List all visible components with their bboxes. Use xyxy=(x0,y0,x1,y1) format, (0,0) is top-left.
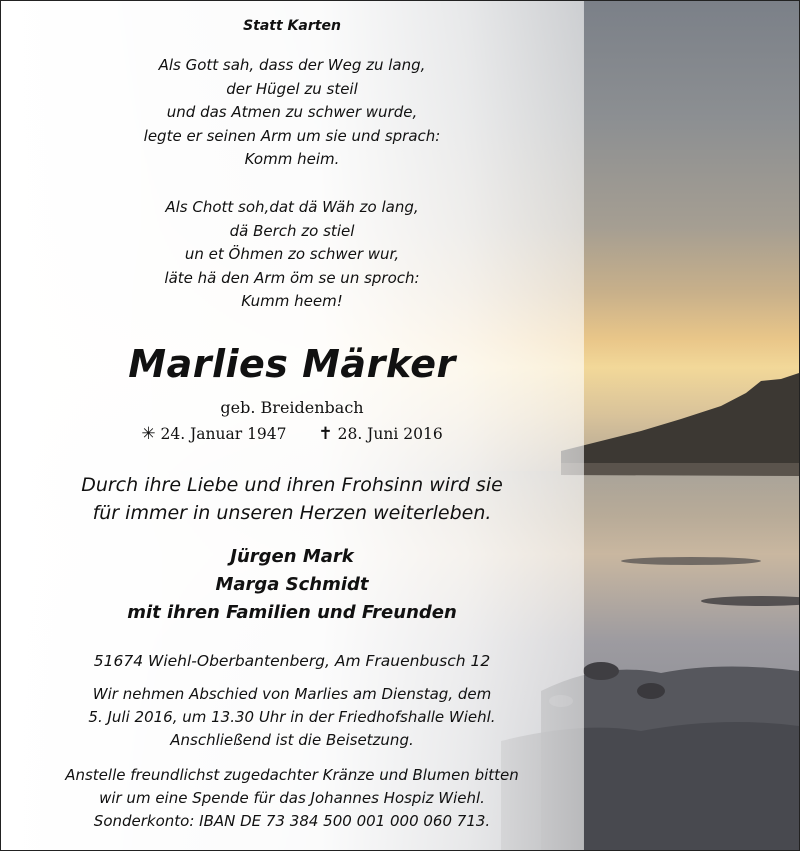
poem-line: Als Chott soh,dat dä Wäh zo lang, xyxy=(165,198,419,216)
poem-dialect xyxy=(1,196,583,314)
poem-line: Komm heim. xyxy=(244,150,340,168)
panel-divider xyxy=(583,1,584,850)
birth-star-icon: ✳ xyxy=(141,424,156,444)
deceased-name: Marlies Märker xyxy=(128,342,456,386)
poem-line: Als Gott sah, dass der Weg zu lang, xyxy=(158,56,426,74)
poem-line: läte hä den Arm öm se un sproch: xyxy=(164,268,420,287)
mourner: mit ihren Familien und Freunden xyxy=(127,602,457,623)
info-line: Anschließend ist die Beisetzung. xyxy=(170,731,414,749)
donation-note xyxy=(1,764,583,833)
quote-line: für immer in unseren Herzen weiterleben. xyxy=(92,502,492,524)
note-line: Anstelle freundlichst zugedachter Kränze und Blumen bitten xyxy=(65,766,519,784)
poem-line: dä Berch zo stiel xyxy=(229,221,355,240)
mourner: Marga Schmidt xyxy=(215,574,369,595)
life-dates xyxy=(1,424,583,444)
death-date: 28. Juni 2016 xyxy=(337,425,443,443)
poem-line: und das Atmen zu schwer wurde, xyxy=(166,103,418,121)
info-line: 5. Juli 2016, um 13.30 Uhr in der Friedhofshalle Wiehl. xyxy=(88,708,496,726)
funeral-info xyxy=(1,683,583,752)
note-line: Sonderkonto: IBAN DE 73 384 500 001 000 060 713. xyxy=(93,812,491,830)
memorial-quote xyxy=(1,471,583,527)
note-line: wir um eine Spende für das Johannes Hospiz Wiehl. xyxy=(99,789,485,807)
quote-line: Durch ihre Liebe und ihren Frohsinn wird sie xyxy=(81,474,503,496)
mourner: Jürgen Mark xyxy=(230,546,354,567)
poem-line: Kumm heem! xyxy=(241,292,343,310)
death-cross-icon: ✝ xyxy=(318,424,333,444)
poem-line: der Hügel zu steil xyxy=(226,79,358,98)
maiden-name: geb. Breidenbach xyxy=(220,398,364,417)
statt-karten-heading: Statt Karten xyxy=(243,18,341,34)
poem-line: legte er seinen Arm um sie und sprach: xyxy=(143,126,441,145)
poem-standard-german xyxy=(1,54,583,172)
mourners-list xyxy=(1,543,583,627)
poem-line: un et Öhmen zo schwer wur, xyxy=(184,245,400,263)
info-line: Wir nehmen Abschied von Marlies am Dienstag, dem xyxy=(92,685,492,703)
family-address: 51674 Wiehl-Oberbantenberg, Am Frauenbusch 12 xyxy=(93,652,491,670)
birth-date: 24. Januar 1947 xyxy=(160,425,287,443)
